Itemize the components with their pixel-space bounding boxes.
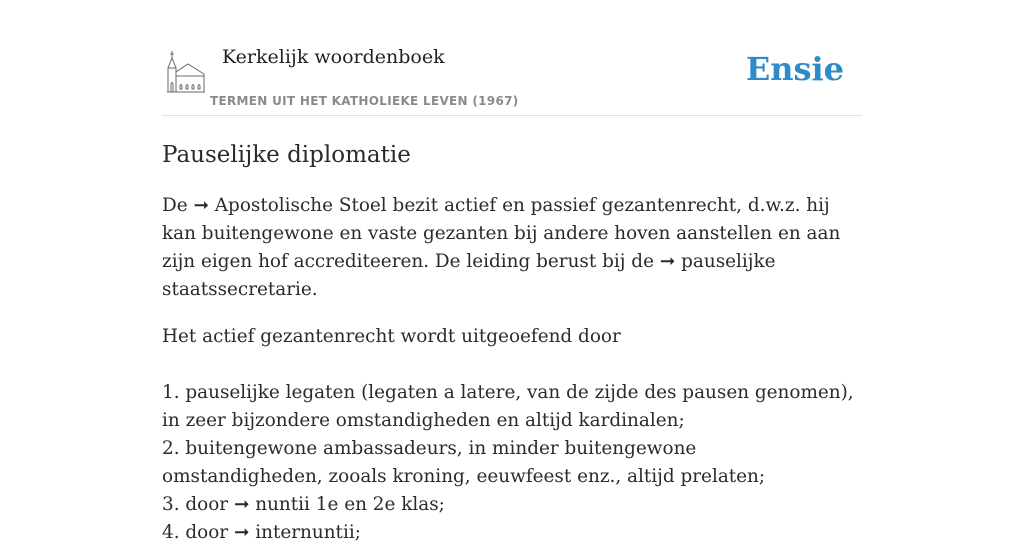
text: 4. door — [162, 522, 234, 543]
arrow-right-icon: ➞ — [659, 251, 676, 272]
link-pauselijke-staatssecretarie[interactable]: pauselijke staatssecretarie — [162, 251, 776, 300]
text: 1e en 2e klas; — [309, 494, 445, 515]
text: De — [162, 195, 194, 216]
brand-logo[interactable]: Ensie — [745, 50, 844, 88]
paragraph-actief: Het actief gezantenrecht wordt uitgeoefend door — [162, 326, 621, 347]
arrow-right-icon: ➞ — [193, 195, 209, 216]
arrow-right-icon: ➞ — [233, 522, 250, 543]
text: . — [311, 279, 318, 300]
text: 3. door — [162, 494, 234, 515]
article — [162, 140, 862, 547]
link-nuntii[interactable]: nuntii — [255, 494, 310, 515]
book-subtitle: TERMEN UIT HET KATHOLIEKE LEVEN (1967) — [210, 94, 519, 108]
numbered-list — [162, 379, 862, 547]
text: bezit actief en passief gezantenrecht, d.w.z. hij kan buitengewone en vaste gezanten bij andere hoven aanstellen en aan zijn eigen hof accrediteeren. De leiding berust bij de — [162, 195, 841, 272]
church-icon — [166, 50, 206, 94]
book-header — [162, 44, 862, 116]
link-apostolische-stoel[interactable]: Apostolische Stoel — [214, 195, 387, 216]
arrow-right-icon: ➞ — [233, 494, 250, 515]
list-item — [162, 491, 862, 519]
list-item: 2. buitengewone ambassadeurs, in minder buitengewone omstandigheden, zooals kroning, eeuwfeest enz., altijd prelaten; — [162, 438, 766, 487]
text: ; — [354, 522, 361, 543]
link-internuntii[interactable]: internuntii — [255, 522, 355, 543]
book-title[interactable]: Kerkelijk woordenboek — [222, 46, 445, 68]
paragraph-intro — [162, 192, 862, 304]
entry-title: Pauselijke diplomatie — [162, 142, 411, 168]
list-item: 1. pauselijke legaten (legaten a latere, van de zijde des pausen genomen), in zeer bijzondere omstandigheden en altijd kardinalen; — [162, 382, 854, 431]
list-item — [162, 519, 862, 547]
